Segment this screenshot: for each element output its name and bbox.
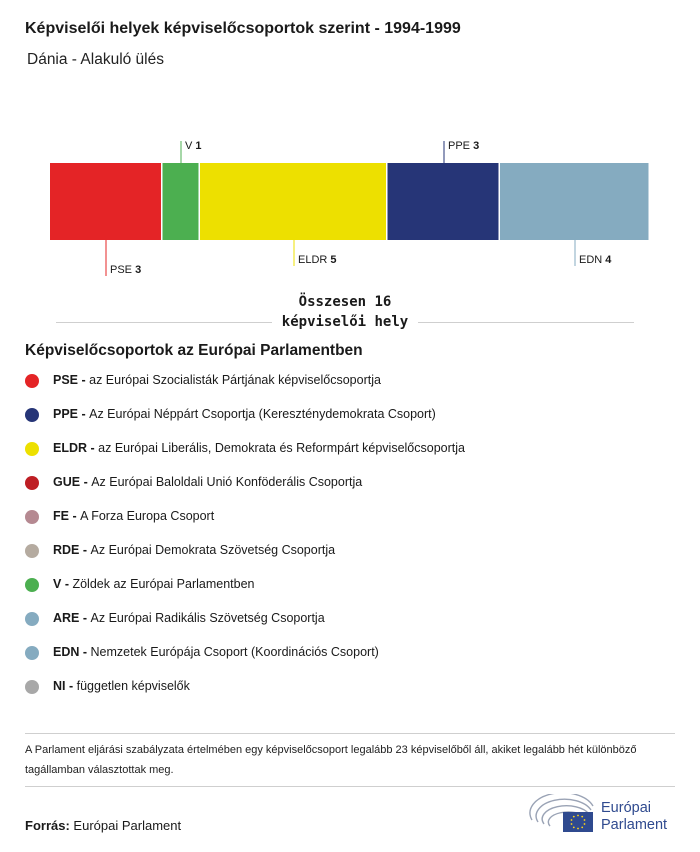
data-label-ppe: [448, 140, 479, 152]
legend-dot-icon: [25, 544, 39, 558]
total-seats-label: Összesen 16 képviselői hely: [281, 294, 409, 330]
legend-dot-icon: [25, 646, 39, 660]
legend-dot-icon: [25, 408, 39, 422]
legend-dot-icon: [25, 680, 39, 694]
legend-name: Az Európai Néppárt Csoportja (Kereszténydemokrata Csoport): [89, 407, 436, 421]
legend-code: NI: [53, 679, 66, 693]
bar-segment-pse: [50, 163, 161, 240]
footnote: A Parlament eljárási szabályzata értelmében egy képviselőcsoport legalább 23 képviselőből áll, akiket legalább hét különböző tagállamban választottak meg.: [25, 744, 637, 776]
legend-code: FE: [53, 509, 69, 523]
footnote-top-rule: [25, 733, 675, 734]
legend-code: EDN: [53, 645, 80, 659]
separator-left: [56, 322, 272, 323]
data-label-value: 5: [330, 254, 337, 266]
data-label-edn: [579, 254, 612, 266]
data-label-value: 1: [195, 140, 202, 152]
source-line: [25, 818, 181, 833]
legend-code: ARE: [53, 611, 80, 625]
legend-name: az Európai Liberális, Demokrata és Reformpárt képviselőcsoportja: [98, 441, 465, 455]
data-label-value: 3: [473, 140, 480, 152]
legend-dot-icon: [25, 442, 39, 456]
logo-line-2: Parlament: [601, 817, 668, 833]
legend-dot-icon: [25, 374, 39, 388]
legend-code: V: [53, 577, 62, 591]
bar-segment-edn: [500, 163, 649, 240]
data-label-eldr: [298, 254, 337, 266]
legend-code: PPE: [53, 407, 79, 421]
source-label: Forrás:: [25, 818, 70, 833]
logo-text: [601, 800, 667, 834]
bar-segment-v: [163, 163, 199, 240]
legend-code: RDE: [53, 543, 80, 557]
data-label-name: EDN: [579, 254, 606, 266]
legend-name: Az Európai Radikális Szövetség Csoportja: [90, 611, 325, 625]
data-label-name: V: [185, 140, 196, 152]
legend-title: Képviselőcsoportok az Európai Parlamentben: [25, 342, 363, 359]
chart-title: Képviselői helyek képviselőcsoportok szerint - 1994-1999: [25, 20, 461, 37]
data-label-name: PSE: [110, 264, 136, 276]
legend-name: A Forza Europa Csoport: [80, 509, 215, 523]
legend-dot-icon: [25, 612, 39, 626]
data-label-value: 3: [135, 264, 142, 276]
bar-segment-eldr: [200, 163, 386, 240]
data-label-pse: [110, 264, 141, 276]
legend-code: ELDR: [53, 441, 88, 455]
legend-name: Nemzetek Európája Csoport (Koordinációs Csoport): [90, 645, 379, 659]
data-label-name: ELDR: [298, 254, 331, 266]
logo-line-1: Európai: [601, 800, 651, 816]
source-value: Európai Parlament: [73, 818, 182, 833]
chart-subtitle: Dánia - Alakuló ülés: [27, 51, 164, 68]
legend-dot-icon: [25, 510, 39, 524]
stacked-seat-bar: [0, 130, 700, 280]
legend-name: az Európai Szocialisták Pártjának képviselőcsoportja: [89, 373, 381, 387]
bar-segment-ppe: [388, 163, 499, 240]
legend-name: független képviselők: [76, 679, 190, 693]
data-label-v: [185, 140, 202, 152]
separator-right: [418, 322, 634, 323]
legend-code: GUE: [53, 475, 81, 489]
legend-code: PSE: [53, 373, 79, 387]
data-label-name: PPE: [448, 140, 474, 152]
footnote-bottom-rule: [25, 786, 675, 787]
legend-name: Zöldek az Európai Parlamentben: [72, 577, 255, 591]
legend-name: Az Európai Baloldali Unió Konföderális Csoportja: [91, 475, 363, 489]
legend-dot-icon: [25, 578, 39, 592]
data-label-value: 4: [605, 254, 612, 266]
legend-dot-icon: [25, 476, 39, 490]
legend-name: Az Európai Demokrata Szövetség Csoportja: [90, 543, 336, 557]
